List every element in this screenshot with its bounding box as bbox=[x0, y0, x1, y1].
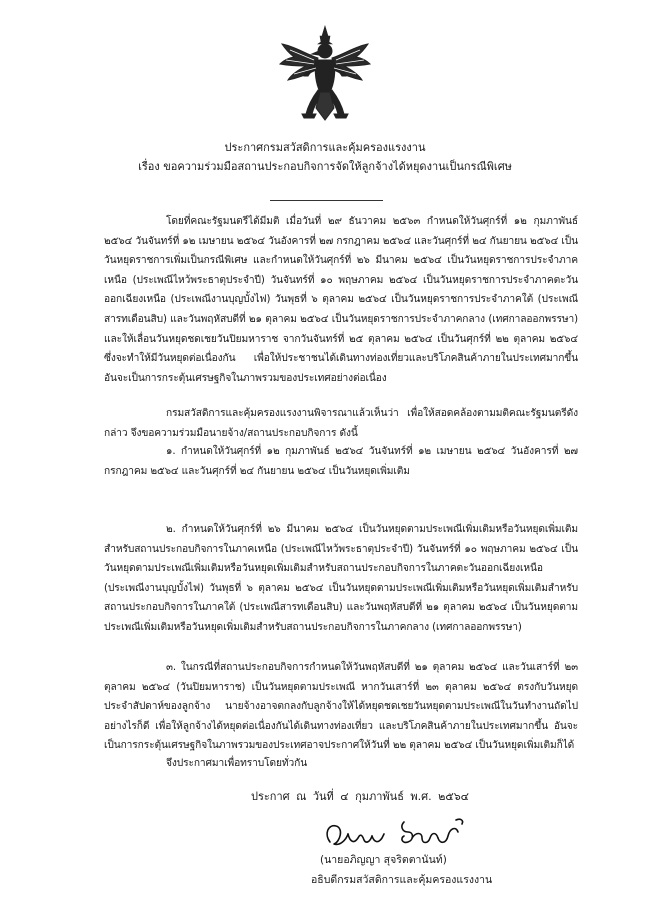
agency-title: ประกาศกรมสวัสดิการและคุ้มครองแรงงาน bbox=[224, 141, 426, 154]
paragraph-consideration: กรมสวัสดิการและคุ้มครองแรงงานพิจารณาแล้วเห็นว่า เพื่อให้สอดคล้องตามมติคณะรัฐมนตรีดังกล่าว จึงขอความร่วมมือนายจ้าง/สถานประกอบกิจการ ดังนี้ bbox=[104, 408, 578, 439]
divider-rule bbox=[270, 200, 383, 201]
paragraph-item-2: ๒. กำหนดให้วันศุกร์ที่ ๒๖ มีนาคม ๒๕๖๔ เป็นวันหยุดตามประเพณีเพิ่มเติมหรือวันหยุดเพิ่มเติมสำหรับสถานประกอบกิจการในภาคเหนือ (ประเพณีไหว้พระธาตุประจำปี) วันจันทร์ที่ ๑๐ พฤษภาคม ๒๕๖๔ เป็นวันหยุดตามประเพณีเพิ่มเติมหรือวันหยุดเพิ่มเติมสำหรับสถานประกอบกิจการในภาคตะวันออกเฉียงเหนือ (ประเพณีงานบุญบั้งไฟ) วันพุธที่ ๖ ตุลาคม ๒๕๖๔ เป็นวันหยุดตามประเพณีเพิ่มเติมหรือวันหยุดเพิ่มเติมสำหรับสถานประกอบกิจการในภาคใต้ (ประเพณีสารทเดือนสิบ) และวันพฤหัสบดีที่ ๒๑ ตุลาคม ๒๕๖๔ เป็นวันหยุดตามประเพณีเพิ่มเติมหรือวันหยุดเพิ่มเติมสำหรับสถานประกอบกิจการในภาคกลาง (เทศกาลออกพรรษา) bbox=[104, 524, 578, 633]
subject-line: เรื่อง ขอความร่วมมือสถานประกอบกิจการจัดให้ลูกจ้างได้หยุดงานเป็นกรณีพิเศษ bbox=[138, 160, 512, 173]
garuda-emblem-icon bbox=[276, 24, 374, 126]
signer-title: อธิบดีกรมสวัสดิการและคุ้มครองแรงงาน bbox=[311, 874, 493, 886]
signer-name: (นายอภิญญา สุจริตตานันท์) bbox=[320, 854, 447, 866]
paragraph-closing: จึงประกาศมาเพื่อทราบโดยทั่วกัน bbox=[166, 758, 308, 769]
announcement-date: ประกาศ ณ วันที่ ๔ กุมภาพันธ์ พ.ศ. ๒๕๖๔ bbox=[251, 790, 470, 803]
paragraph-item-3: ๓. ในกรณีที่สถานประกอบกิจการกำหนดให้วันพฤหัสบดีที่ ๒๑ ตุลาคม ๒๕๖๔ และวันเสาร์ที่ ๒๓ ตุลาคม ๒๕๖๔ (วันปิยมหาราช) เป็นวันหยุดตามประเพณี หากวันเสาร์ที่ ๒๓ ตุลาคม ๒๕๖๔ ตรงกับวันหยุดประจำสัปดาห์ของลูกจ้าง นายจ้างอาจตกลงกับลูกจ้างให้ได้หยุดชดเชยวันหยุดตามประเพณีในวันทำงานถัดไป อย่างไรก็ดี เพื่อให้ลูกจ้างได้หยุดต่อเนื่องกันได้เดินทางท่องเที่ยว และบริโภคสินค้าภายในประเทศมากขึ้น อันจะเป็นการกระตุ้นเศรษฐกิจในภาพรวมของประเทศอาจประกาศให้วันที่ ๒๒ ตุลาคม ๒๕๖๔ เป็นวันหยุดเพิ่มเติมก็ได้ bbox=[104, 662, 578, 752]
paragraph-item-1: ๑. กำหนดให้วันศุกร์ที่ ๑๒ กุมภาพันธ์ ๒๕๖๔ วันจันทร์ที่ ๑๒ เมษายน ๒๕๖๔ วันอังคารที่ ๒๗ กรกฎาคม ๒๕๖๔ และวันศุกร์ที่ ๒๔ กันยายน ๒๕๖๔ เป็นวันหยุดเพิ่มเติม bbox=[104, 446, 578, 477]
paragraph-preamble: โดยที่คณะรัฐมนตรีได้มีมติ เมื่อวันที่ ๒๙ ธันวาคม ๒๕๖๓ กำหนดให้วันศุกร์ที่ ๑๒ กุมภาพันธ์ ๒๕๖๔ วันจันทร์ที่ ๑๒ เมษายน ๒๕๖๔ วันอังคารที่ ๒๗ กรกฎาคม ๒๕๖๔ และวันศุกร์ที่ ๒๔ กันยายน ๒๕๖๔ เป็นวันหยุดราชการเพิ่มเป็นกรณีพิเศษ และกำหนดให้วันศุกร์ที่ ๒๖ มีนาคม ๒๕๖๔ เป็นวันหยุดราชการประจำภาคเหนือ (ประเพณีไหว้พระธาตุประจำปี) วันจันทร์ที่ ๑๐ พฤษภาคม ๒๕๖๔ เป็นวันหยุดราชการประจำภาคตะวันออกเฉียงเหนือ (ประเพณีงานบุญบั้งไฟ) วันพุธที่ ๖ ตุลาคม ๒๕๖๔ เป็นวันหยุดราชการประจำภาคใต้ (ประเพณีสารทเดือนสิบ) และวันพฤหัสบดีที่ ๒๑ ตุลาคม ๒๕๖๔ เป็นวันหยุดราชการประจำภาคกลาง (เทศกาลออกพรรษา) และให้เลื่อนวันหยุดชดเชยวันปิยมหาราช จากวันจันทร์ที่ ๒๕ ตุลาคม ๒๕๖๔ เป็นวันศุกร์ที่ ๒๒ ตุลาคม ๒๕๖๔ ซึ่งจะทำให้มีวันหยุดต่อเนื่องกัน เพื่อให้ประชาชนได้เดินทางท่องเที่ยวและบริโภคสินค้าภายในประเทศมากขึ้น อันจะเป็นการกระตุ้นเศรษฐกิจในภาพรวมของประเทศอย่างต่อเนื่อง bbox=[104, 216, 578, 384]
